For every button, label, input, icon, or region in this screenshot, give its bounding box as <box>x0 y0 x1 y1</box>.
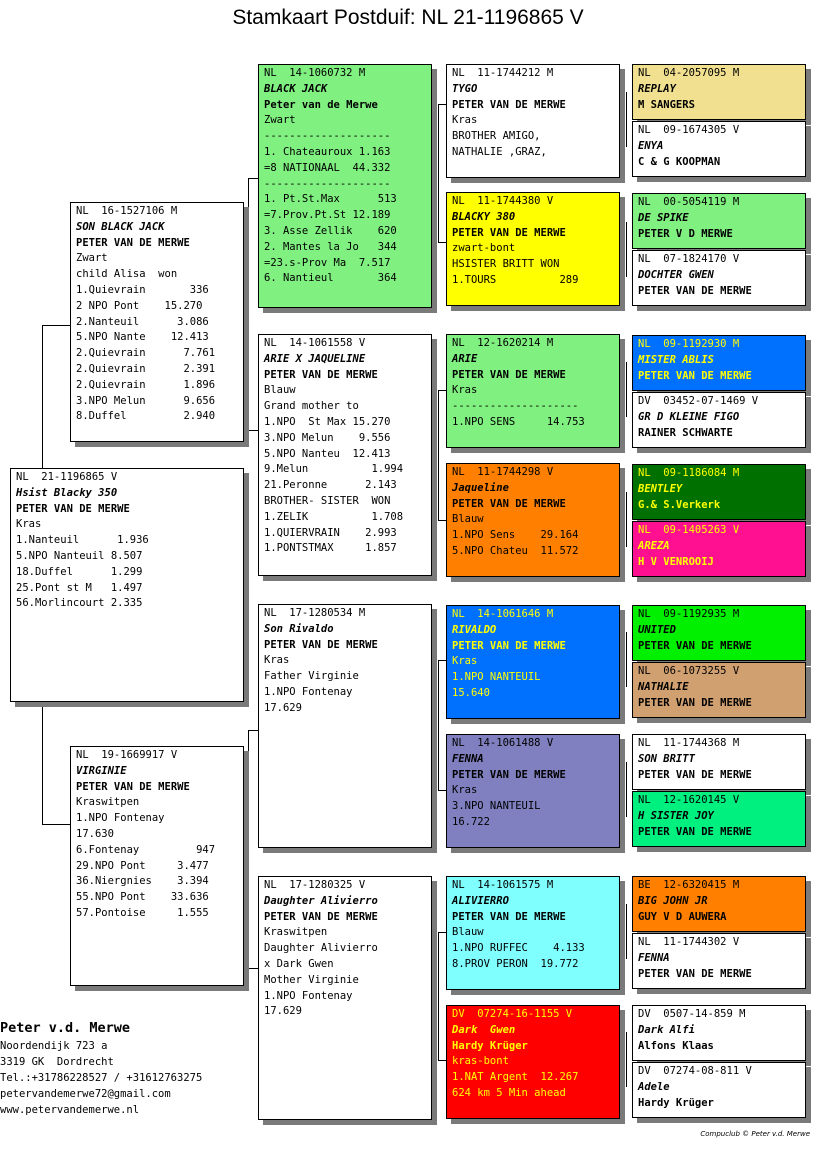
ring-number: BE 12-6320415 M <box>638 879 740 891</box>
pigeon-detail-line: 55.NPO Pont 33.636 <box>76 891 209 904</box>
ring-number: NL 09-1192930 M <box>638 338 740 350</box>
pigeon-detail-line: Kras <box>452 655 478 668</box>
pigeon-detail-line: 29.NPO Pont 3.477 <box>76 859 209 872</box>
pigeon-card <box>632 464 806 520</box>
pigeon-card <box>10 468 244 702</box>
breeder-city: 3319 GK Dordrecht <box>0 1056 114 1068</box>
connector-line <box>42 702 43 824</box>
pigeon-owner: PETER VAN DE MERWE <box>638 639 752 652</box>
pigeon-name: SON BRITT <box>638 752 695 765</box>
ring-number: NL 09-1674305 V <box>638 124 740 136</box>
pigeon-card <box>632 250 806 306</box>
pigeon-detail-line: 5.NPO Nante 12.413 <box>76 331 209 344</box>
pigeon-owner: PETER VAN DE MERWE <box>264 910 378 923</box>
pigeon-detail-line: 36.Niergnies 3.394 <box>76 875 209 888</box>
pigeon-detail-line: 624 km 5 Min ahead <box>452 1086 566 1099</box>
breeder-website[interactable]: www.petervandemerwe.nl <box>0 1104 140 1116</box>
pigeon-detail-line: 1.NPO Fontenay <box>264 989 353 1002</box>
pigeon-card <box>632 933 806 989</box>
pigeon-detail-line: 6.Fontenay 947 <box>76 843 216 856</box>
pigeon-owner: M SANGERS <box>638 98 695 111</box>
pigeon-detail-line: Kras <box>452 784 478 797</box>
pigeon-owner: Alfons Klaas <box>638 1039 714 1052</box>
connector-line <box>438 660 439 790</box>
pigeon-card <box>632 121 806 177</box>
connector-line <box>438 1060 446 1061</box>
pigeon-detail-line: -------------------- <box>452 400 579 413</box>
pigeon-card <box>446 734 620 848</box>
pigeon-name: UNITED <box>638 623 676 636</box>
pigeon-detail-line: 8.PROV PERON 19.772 <box>452 957 579 970</box>
pigeon-card <box>632 876 806 932</box>
pigeon-owner: PETER VAN DE MERWE <box>452 910 566 923</box>
pigeon-detail-line: 1.PONTSTMAX 1.857 <box>264 542 397 555</box>
pigeon-detail-line: 1.NPO Sens 29.164 <box>452 529 579 542</box>
connector-line <box>248 730 249 968</box>
pigeon-card <box>632 193 806 249</box>
pigeon-detail-line: 2.Quievrain 7.761 <box>76 347 216 360</box>
ring-number: NL 11-1744298 V <box>452 466 554 478</box>
pigeon-detail-line: 1.NPO St Max 15.270 <box>264 415 391 428</box>
pigeon-detail-line: 57.Pontoise 1.555 <box>76 906 209 919</box>
pigeon-card <box>446 876 620 990</box>
pigeon-name: AREZA <box>638 539 670 552</box>
pigeon-detail-line: zwart-bont <box>452 242 516 255</box>
pigeon-detail-line: 21.Peronne 2.143 <box>264 479 397 492</box>
pigeon-detail-line: 3.NPO Melun 9.556 <box>264 431 391 444</box>
pigeon-card <box>632 392 806 448</box>
pigeon-detail-line: child Alisa won <box>76 268 178 281</box>
ring-number: NL 11-1744380 V <box>452 195 554 207</box>
pigeon-detail-line: 5.NPO Chateu 11.572 <box>452 544 579 557</box>
ring-number: NL 11-1744212 M <box>452 67 554 79</box>
pigeon-detail-line: 2.Quievrain 1.896 <box>76 378 216 391</box>
pigeon-detail-line: Kraswitpen <box>76 796 140 809</box>
pigeon-card <box>446 1005 620 1119</box>
breeder-email[interactable]: petervandemerwe72@gmail.com <box>0 1088 171 1100</box>
ring-number: DV 03452-07-1469 V <box>638 395 759 407</box>
pigeon-detail-line: Kras <box>16 518 42 531</box>
pigeon-owner: PETER VAN DE MERWE <box>76 780 190 793</box>
connector-line <box>248 178 249 430</box>
pigeon-detail-line: 2. Mantes la Jo 344 <box>264 240 397 253</box>
connector-line <box>438 660 446 661</box>
pigeon-owner: G.& S.Verkerk <box>638 498 721 511</box>
ring-number: NL 12-1620214 M <box>452 337 554 349</box>
pigeon-detail-line: Blauw <box>452 926 484 939</box>
connector-line <box>42 325 43 468</box>
pigeon-name: Jaqueline <box>452 481 509 494</box>
pigeon-name: BLACK JACK <box>264 82 328 95</box>
connector-line <box>438 932 446 933</box>
pigeon-detail-line: 6. Nantieul 364 <box>264 272 397 285</box>
pigeon-detail-line: 1.ZELIK 1.708 <box>264 510 404 523</box>
pigeon-name: ALIVIERRO <box>452 894 509 907</box>
pigeon-detail-line: 18.Duffel 1.299 <box>16 565 143 578</box>
pigeon-owner: PETER VAN DE MERWE <box>264 368 378 381</box>
pigeon-card <box>446 463 620 577</box>
pigeon-card <box>446 605 620 719</box>
pigeon-name: GR D KLEINE FIGO <box>638 410 740 423</box>
connector-line <box>438 520 446 521</box>
pigeon-detail-line: 2.Nanteuil 3.086 <box>76 315 209 328</box>
pigeon-detail-line: Blauw <box>452 513 484 526</box>
connector-line <box>626 492 627 547</box>
pigeon-detail-line: 1.NPO Fontenay <box>264 685 353 698</box>
pigeon-owner: Hardy Krüger <box>638 1096 714 1109</box>
pigeon-card <box>446 64 620 178</box>
connector-line <box>438 390 439 520</box>
pigeon-owner: PETER VAN DE MERWE <box>452 226 566 239</box>
ring-number: NL 11-1744368 M <box>638 737 740 749</box>
pigeon-detail-line: HSISTER BRITT WON <box>452 258 560 271</box>
ring-number: DV 07274-16-1155 V <box>452 1008 573 1020</box>
ring-number: NL 14-1060732 M <box>264 67 366 79</box>
ring-number: NL 17-1280325 V <box>264 879 366 891</box>
pigeon-detail-line: 3.NPO NANTEUIL <box>452 800 541 813</box>
pigeon-detail-line: 25.Pont st M 1.497 <box>16 581 143 594</box>
pigeon-owner: PETER VAN DE MERWE <box>638 967 752 980</box>
ring-number: NL 04-2057095 M <box>638 67 740 79</box>
pigeon-card <box>446 334 620 448</box>
pigeon-name: RIVALDO <box>452 623 497 636</box>
pigeon-detail-line: Blauw <box>264 384 296 397</box>
pigeon-owner: PETER VAN DE MERWE <box>638 825 752 838</box>
pigeon-name: DOCHTER GWEN <box>638 268 714 281</box>
pigeon-owner: PETER VAN DE MERWE <box>452 768 566 781</box>
pigeon-name: VIRGINIE <box>76 764 127 777</box>
connector-line <box>438 104 446 105</box>
pigeon-detail-line: 16.722 <box>452 815 490 828</box>
pigeon-detail-line: 2 NPO Pont 15.270 <box>76 299 203 312</box>
pigeon-detail-line: 5.NPO Nanteu 12.413 <box>264 447 391 460</box>
pigeon-name: BENTLEY <box>638 482 683 495</box>
breeder-info <box>0 1018 202 1118</box>
pigeon-detail-line: Grand mother to <box>264 400 359 413</box>
pigeon-detail-line: kras-bont <box>452 1055 509 1068</box>
pigeon-detail-line: x Dark Gwen <box>264 957 334 970</box>
pigeon-card <box>258 64 432 308</box>
pigeon-detail-line: 1. Pt.St.Max 513 <box>264 193 397 206</box>
connector-line <box>248 730 258 731</box>
pigeon-owner: PETER VAN DE MERWE <box>264 638 378 651</box>
pigeon-name: Dark Alfi <box>638 1023 695 1036</box>
ring-number: NL 14-1061488 V <box>452 737 554 749</box>
pigeon-detail-line: Kraswitpen <box>264 926 328 939</box>
pigeon-owner: PETER VAN DE MERWE <box>452 98 566 111</box>
pigeon-owner: PETER VAN DE MERWE <box>16 502 130 515</box>
pigeon-detail-line: 17.630 <box>76 827 114 840</box>
pigeon-owner: PETER VAN DE MERWE <box>638 696 752 709</box>
ring-number: NL 19-1669917 V <box>76 749 178 761</box>
ring-number: NL 09-1186084 M <box>638 467 740 479</box>
pigeon-owner: RAINER SCHWARTE <box>638 426 733 439</box>
pigeon-detail-line: Kras <box>452 114 478 127</box>
pigeon-detail-line: 15.640 <box>452 686 490 699</box>
pigeon-owner: PETER VAN DE MERWE <box>452 639 566 652</box>
connector-line <box>626 904 627 959</box>
connector-line <box>626 762 627 817</box>
pigeon-name: Daughter Alivierro <box>264 894 378 907</box>
pigeon-name: Hsist Blacky 350 <box>16 486 118 499</box>
pigeon-detail-line: 9.Melun 1.994 <box>264 463 404 476</box>
pigeon-owner: PETER VAN DE MERWE <box>638 369 752 382</box>
pigeon-detail-line: 1.TOURS 289 <box>452 273 579 286</box>
connector-line <box>438 932 439 1060</box>
pigeon-detail-line: =23.s-Prov Ma 7.517 <box>264 256 391 269</box>
ring-number: NL 09-1192935 M <box>638 608 740 620</box>
pigeon-owner: Hardy Krüger <box>452 1039 528 1052</box>
pigeon-owner: PETER VAN DE MERWE <box>452 368 566 381</box>
pigeon-owner: PETER VAN DE MERWE <box>638 768 752 781</box>
pigeon-detail-line: 3. Asse Zellik 620 <box>264 224 397 237</box>
connector-line <box>42 325 70 326</box>
pigeon-detail-line: 1.Nanteuil 1.936 <box>16 534 149 547</box>
pigeon-detail-line: 1.NPO NANTEUIL <box>452 671 541 684</box>
connector-line <box>438 390 446 391</box>
pigeon-detail-line: Zwart <box>264 114 296 127</box>
breeder-phone: Tel.:+31786228527 / +31612763275 <box>0 1072 203 1084</box>
connector-line <box>42 824 70 825</box>
pigeon-detail-line: Daughter Alivierro <box>264 942 378 955</box>
pigeon-name: DE SPIKE <box>638 211 689 224</box>
pigeon-owner: C & G KOOPMAN <box>638 155 721 168</box>
pigeon-detail-line: 3.NPO Melun 9.656 <box>76 394 216 407</box>
ring-number: NL 11-1744302 V <box>638 936 740 948</box>
ring-number: DV 07274-08-811 V <box>638 1065 752 1077</box>
ring-number: DV 0507-14-859 M <box>638 1008 746 1020</box>
connector-line <box>626 362 627 417</box>
pigeon-detail-line: 17.629 <box>264 1005 302 1018</box>
pigeon-name: ENYA <box>638 139 664 152</box>
pigeon-detail-line: =8 NATIONAAL 44.332 <box>264 161 391 174</box>
pigeon-name: NATHALIE <box>638 680 689 693</box>
pigeon-name: TYGO <box>452 82 478 95</box>
pigeon-detail-line: Kras <box>264 654 290 667</box>
pigeon-owner: PETER VAN DE MERWE <box>638 284 752 297</box>
pigeon-name: Son Rivaldo <box>264 622 334 635</box>
pigeon-name: REPLAY <box>638 82 676 95</box>
pigeon-detail-line: 56.Morlincourt 2.335 <box>16 597 143 610</box>
ring-number: NL 12-1620145 V <box>638 794 740 806</box>
pigeon-card <box>258 604 432 848</box>
pigeon-detail-line: 1. Chateauroux 1.163 <box>264 145 391 158</box>
pigeon-card <box>632 335 806 391</box>
ring-number: NL 07-1824170 V <box>638 253 740 265</box>
pigeon-detail-line: Kras <box>452 384 478 397</box>
pigeon-card <box>632 662 806 718</box>
pigeon-detail-line: Zwart <box>76 252 108 265</box>
pigeon-name: ARIE <box>452 352 478 365</box>
connector-line <box>626 632 627 687</box>
connector-line <box>626 222 627 277</box>
pigeon-name: MISTER ABLIS <box>638 353 714 366</box>
connector-line <box>438 790 446 791</box>
pigeon-name: ARIE X JAQUELINE <box>264 352 366 365</box>
ring-number: NL 17-1280534 M <box>264 607 366 619</box>
connector-line <box>248 430 258 431</box>
pigeon-name: H SISTER JOY <box>638 809 714 822</box>
pigeon-detail-line: 1.QUIERVRAIN 2.993 <box>264 526 397 539</box>
pigeon-detail-line: 1.NPO SENS 14.753 <box>452 415 585 428</box>
connector-line <box>626 1032 627 1087</box>
pigeon-detail-line: 1.NPO Fontenay <box>76 812 165 825</box>
pigeon-name: SON BLACK JACK <box>76 220 165 233</box>
pigeon-owner: PETER V D MERWE <box>638 227 733 240</box>
pigeon-detail-line: =7.Prov.Pt.St 12.189 <box>264 209 391 222</box>
pigeon-detail-line: Mother Virginie <box>264 973 359 986</box>
pigeon-owner: GUY V D AUWERA <box>638 910 727 923</box>
pigeon-detail-line: BROTHER AMIGO, <box>452 130 541 143</box>
pigeon-name: FENNA <box>452 752 484 765</box>
pigeon-card <box>632 521 806 577</box>
connector-line <box>248 968 258 969</box>
footer-credit: Compuclub © Peter v.d. Merwe <box>700 1130 810 1138</box>
pigeon-card <box>258 876 432 1120</box>
pigeon-name: BIG JOHN JR <box>638 894 708 907</box>
pigeon-card <box>258 334 432 576</box>
pigeon-name: Dark Gwen <box>452 1023 516 1036</box>
ring-number: NL 14-1061646 M <box>452 608 554 620</box>
pigeon-detail-line: -------------------- <box>264 177 391 190</box>
pigeon-card <box>70 746 244 986</box>
pigeon-detail-line: 8.Duffel 2.940 <box>76 410 216 423</box>
pigeon-owner: Peter van de Merwe <box>264 98 378 111</box>
pigeon-detail-line: 2.Quievrain 2.391 <box>76 362 216 375</box>
pigeon-owner: PETER VAN DE MERWE <box>452 497 566 510</box>
pigeon-card <box>632 1005 806 1061</box>
pigeon-detail-line: 5.NPO Nanteuil 8.507 <box>16 549 143 562</box>
connector-line <box>248 178 258 179</box>
ring-number: NL 06-1073255 V <box>638 665 740 677</box>
pigeon-owner: PETER VAN DE MERWE <box>76 236 190 249</box>
pigeon-card <box>632 64 806 120</box>
breeder-address: Noordendijk 723 a <box>0 1040 108 1052</box>
ring-number: NL 16-1527106 M <box>76 205 178 217</box>
page-title: Stamkaart Postduif: NL 21-1196865 V <box>232 6 584 29</box>
pigeon-detail-line: 1.NAT Argent 12.267 <box>452 1071 579 1084</box>
ring-number: NL 14-1061558 V <box>264 337 366 349</box>
pigeon-detail-line: BROTHER- SISTER WON <box>264 494 391 507</box>
pigeon-detail-line: 1.NPO RUFFEC 4.133 <box>452 942 585 955</box>
pigeon-card <box>70 202 244 442</box>
pigeon-name: BLACKY 380 <box>452 210 516 223</box>
pigeon-name: Adele <box>638 1080 670 1093</box>
pigeon-card <box>632 1062 806 1118</box>
connector-line <box>438 242 446 243</box>
ring-number: NL 09-1405263 V <box>638 524 740 536</box>
ring-number: NL 21-1196865 V <box>16 471 118 483</box>
ring-number: NL 14-1061575 M <box>452 879 554 891</box>
pigeon-owner: H V VENROOIJ <box>638 555 714 568</box>
pigeon-card <box>632 734 806 790</box>
breeder-name: Peter v.d. Merwe <box>0 1020 131 1036</box>
pigeon-card <box>632 791 806 847</box>
pigeon-detail-line: 17.629 <box>264 701 302 714</box>
pigeon-detail-line: -------------------- <box>264 130 391 143</box>
pigeon-name: FENNA <box>638 951 670 964</box>
ring-number: NL 00-5054119 M <box>638 196 740 208</box>
pigeon-card <box>632 605 806 661</box>
connector-line <box>438 104 439 242</box>
connector-line <box>626 92 627 147</box>
pigeon-detail-line: Father Virginie <box>264 670 359 683</box>
pigeon-detail-line: 1.Quievrain 336 <box>76 283 209 296</box>
pigeon-detail-line: NATHALIE ,GRAZ, <box>452 145 547 158</box>
pigeon-card <box>446 192 620 306</box>
